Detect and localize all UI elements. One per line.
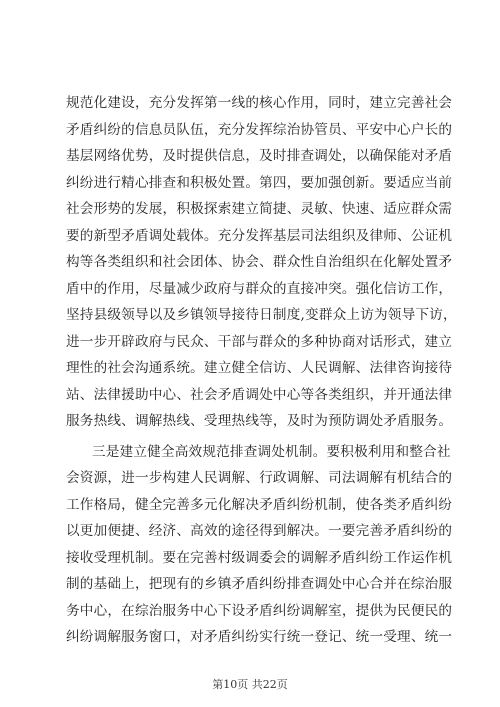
text-line: 制的基础上，把现有的乡镇矛盾纠纷排查调处中心合并在综治服 [66, 576, 453, 592]
text-line: 基层网络优势，及时提供信息，及时排查调处，以确保能对矛盾 [66, 148, 453, 164]
text-line: 纠纷进行精心排查和积极处置。第四，要加强创新。要适应当前 [66, 174, 453, 191]
text-line: 三是建立健全高效规范排查调处机制。要积极利用和整合社 [92, 443, 451, 460]
text-line: 盾中的作用，尽量减少政府与群众的直接冲突。强化信访工作， [66, 280, 453, 297]
text-line: 规范化建设，充分发挥第一线的核心作用，同时，建立完善社会 [66, 95, 453, 111]
text-line: 接收受理机制。要在完善村级调委会的调解矛盾纠纷工作运作机 [66, 549, 453, 566]
paragraph-2 [66, 439, 453, 651]
text-line: 坚持县级领导以及乡镇领导接待日制度,变群众上访为领导下访， [66, 307, 457, 323]
text-line: 服务热线、调解热线、受理热线等，及时为预防调处矛盾服务。 [66, 413, 453, 429]
text-line: 构等各类组织和社会团体、协会、群众性自治组织在化解处置矛 [66, 254, 453, 270]
text-line: 会资源，进一步构建人民调解、行政调解、司法调解有机结合的 [66, 470, 453, 486]
text-line: 理性的社会沟通系统。建立健全信访、人民调解、法律咨询接待 [66, 360, 453, 376]
text-line: 进一步开辟政府与民众、干部与群众的多种协商对话形式，建立 [66, 333, 453, 350]
text-line: 以更加便捷、经济、高效的途径得到解决。一要完善矛盾纠纷的 [66, 523, 453, 539]
document-body [66, 90, 457, 651]
text-line: 社会形势的发展，积极探索建立简捷、灵敏、快速、适应群众需 [66, 201, 453, 217]
text-line: 要的新型矛盾调处载体。充分发挥基层司法组织及律师、公证机 [66, 227, 453, 244]
text-line: 纠纷调解服务窗口，对矛盾纠纷实行统一登记、统一受理、统一 [66, 629, 453, 645]
paragraph-1 [66, 90, 457, 435]
text-line: 矛盾纠纷的信息员队伍，充分发挥综治协管员、平安中心户长的 [66, 121, 453, 138]
text-line: 务中心，在综治服务中心下设矛盾纠纷调解室，提供为民便民的 [66, 602, 453, 619]
text-line: 站、法律援助中心、社会矛盾调处中心等各类组织，并开通法律 [66, 386, 453, 403]
page-number-footer: 第10页 共22页 [212, 678, 288, 691]
text-line: 工作格局，健全完善多元化解决矛盾纠纷机制，使各类矛盾纠纷 [66, 496, 453, 513]
